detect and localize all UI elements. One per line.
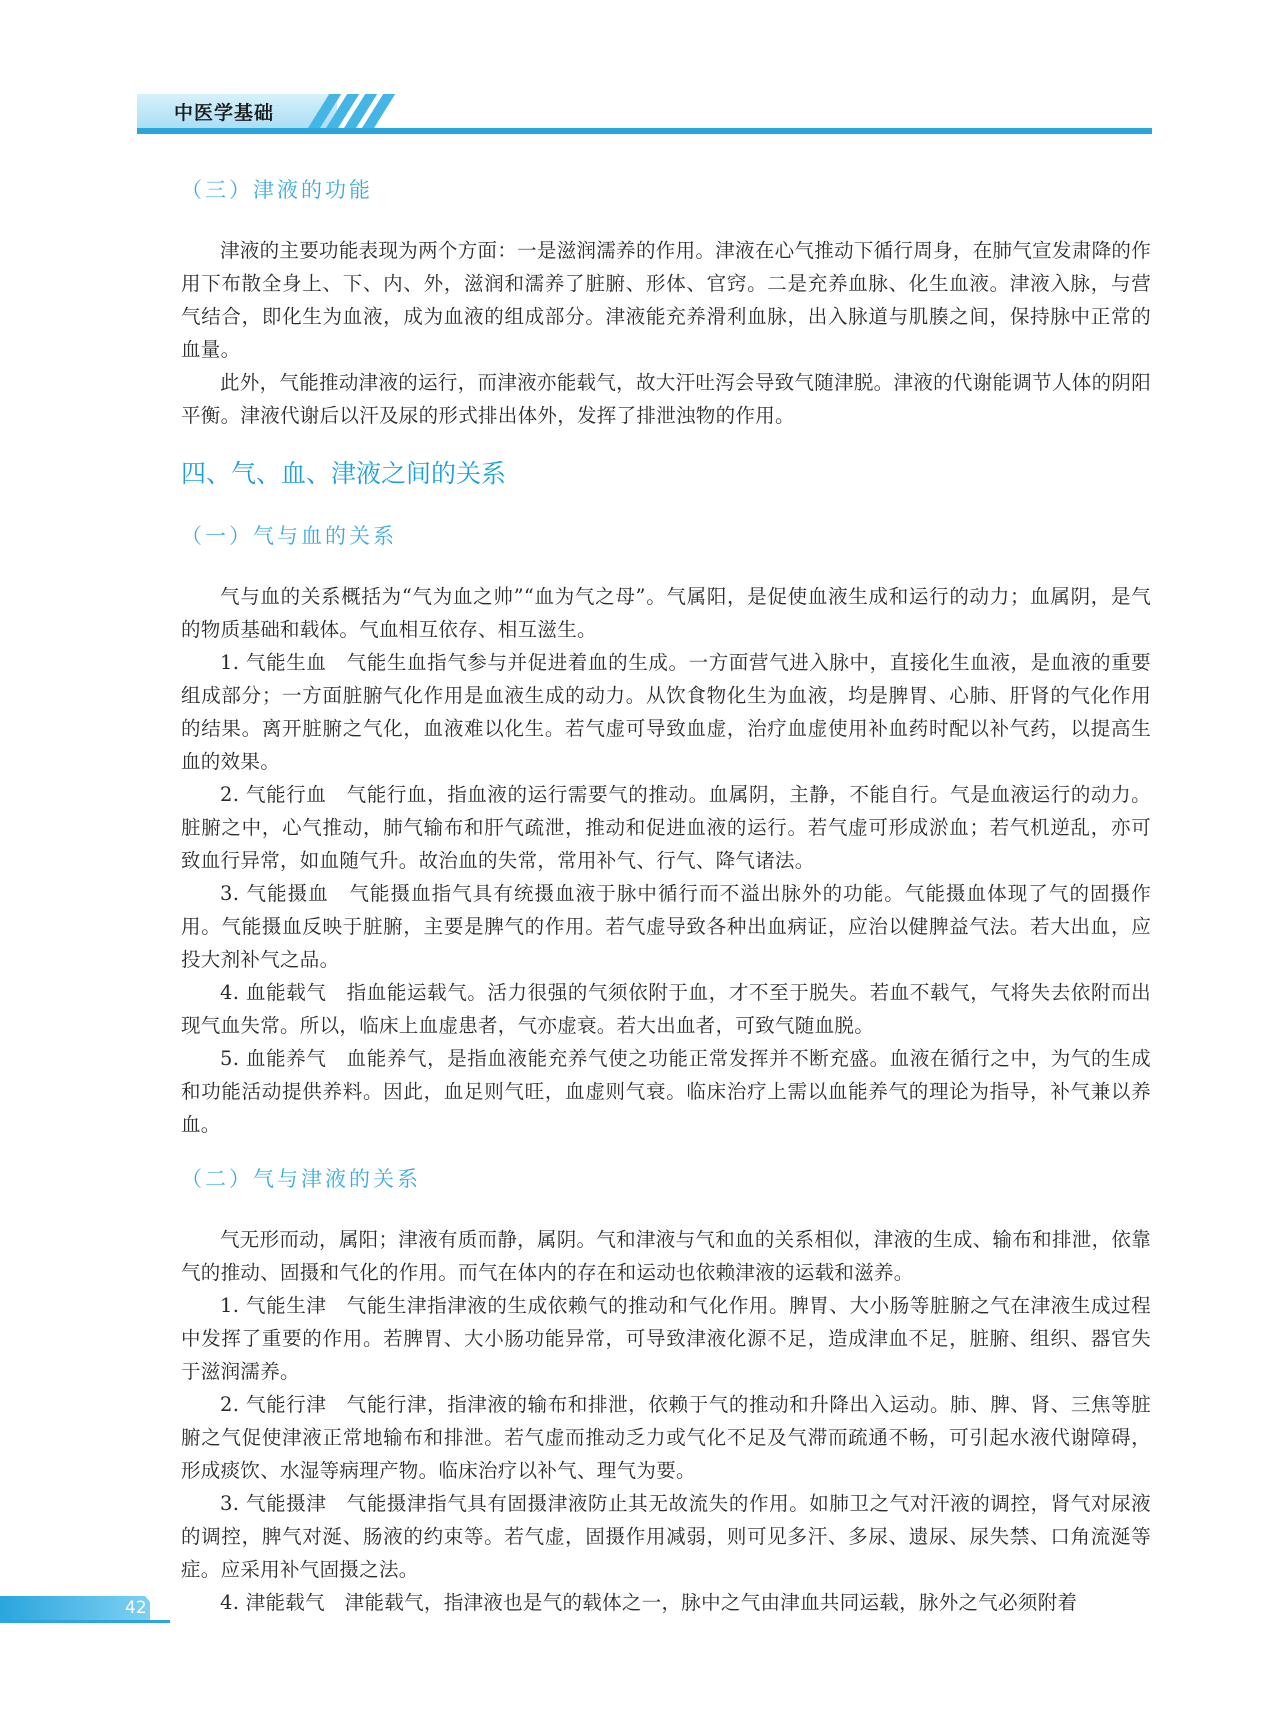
paragraph: 此外，气能推动津液的运行，而津液亦能载气，故大汗吐泻会导致气随津脱。津液的代谢能调节人体的阴阳平衡。津液代谢后以汗及尿的形式排出体外，发挥了排泄浊物的作用。 — [181, 371, 1151, 427]
footer-rule — [0, 1620, 170, 1623]
page-header — [0, 0, 1275, 140]
subsection-heading: （三）津液的功能 — [181, 178, 373, 202]
paragraph: 气与血的关系概括为“气为血之帅”“血为气之母”。气属阳，是促使血液生成和运行的动力；血属阴，是气的物质基础和载体。气血相互依存、相互滋生。 — [181, 585, 1151, 641]
paragraph: 气无形而动，属阳；津液有质而静，属阴。气和津液与气和血的关系相似，津液的生成、输布和排泄，依靠气的推动、固摄和气化的作用。而气在体内的存在和运动也依赖津液的运载和滋养。 — [181, 1228, 1151, 1284]
paragraph: 4. 津能载气 津能载气，指津液也是气的载体之一，脉中之气由津血共同运载，脉外之气必须附着 — [220, 1591, 1078, 1614]
subsection-heading: （二）气与津液的关系 — [181, 1167, 421, 1191]
page-number: 42 — [125, 1598, 147, 1618]
paragraph: 1. 气能生津 气能生津指津液的生成依赖气的推动和气化作用。脾胃、大小肠等脏腑之气在津液生成过程中发挥了重要的作用。若脾胃、大小肠功能异常，可导致津液化源不足，造成津血不足，脏腑、组织、器官失于滋润濡养。 — [181, 1294, 1151, 1383]
subsection-heading: （一）气与血的关系 — [181, 524, 397, 548]
section-heading: 四、气、血、津液之间的关系 — [181, 459, 507, 488]
paragraph: 5. 血能养气 血能养气，是指血液能充养气使之功能正常发挥并不断充盛。血液在循行之中，为气的生成和功能活动提供养料。因此，血足则气旺，血虚则气衰。临床治疗上需以血能养气的理论为指导，补气兼以养血。 — [181, 1047, 1151, 1136]
paragraph: 津液的主要功能表现为两个方面：一是滋润濡养的作用。津液在心气推动下循行周身，在肺气宣发肃降的作用下布散全身上、下、内、外，滋润和濡养了脏腑、形体、官窍。二是充养血脉、化生血液。津液入脉，与营气结合，即化生为血液，成为血液的组成部分。津液能充养滑利血脉，出入脉道与肌腠之间，保持脉中正常的血量。 — [181, 239, 1151, 361]
paragraph: 2. 气能行津 气能行津，指津液的输布和排泄，依赖于气的推动和升降出入运动。肺、脾、肾、三焦等脏腑之气促使津液正常地输布和排泄。若气虚而推动乏力或气化不足及气滞而疏通不畅，可引起水液代谢障碍，形成痰饮、水湿等病理产物。临床治疗以补气、理气为要。 — [181, 1393, 1151, 1482]
page-body — [181, 160, 1151, 1619]
paragraph: 3. 气能摄血 气能摄血指气具有统摄血液于脉中循行而不溢出脉外的功能。气能摄血体现了气的固摄作用。气能摄血反映于脏腑，主要是脾气的作用。若气虚导致各种出血病证，应治以健脾益气法。若大出血，应投大剂补气之品。 — [181, 882, 1151, 971]
book-title: 中医学基础 — [174, 102, 275, 124]
paragraph: 1. 气能生血 气能生血指气参与并促进着血的生成。一方面营气进入脉中，直接化生血液，是血液的重要组成部分；一方面脏腑气化作用是血液生成的动力。从饮食物化生为血液，均是脾胃、心肺、肝肾的气化作用的结果。离开脏腑之气化，血液难以化生。若气虚可导致血虚，治疗血虚使用补血药时配以补气药，以提高生血的效果。 — [181, 651, 1151, 773]
paragraph: 3. 气能摄津 气能摄津指气具有固摄津液防止其无故流失的作用。如肺卫之气对汗液的调控，肾气对尿液的调控，脾气对涎、肠液的约束等。若气虚，固摄作用减弱，则可见多汗、多尿、遗尿、尿失禁、口角流涎等症。应采用补气固摄之法。 — [181, 1492, 1151, 1581]
paragraph: 2. 气能行血 气能行血，指血液的运行需要气的推动。血属阴，主静，不能自行。气是血液运行的动力。脏腑之中，心气推动，肺气输布和肝气疏泄，推动和促进血液的运行。若气虚可形成淤血；若气机逆乱，亦可致血行异常，如血随气升。故治血的失常，常用补气、行气、降气诸法。 — [181, 783, 1151, 872]
header-rule — [137, 128, 1152, 134]
paragraph: 4. 血能载气 指血能运载气。活力很强的气须依附于血，才不至于脱失。若血不载气，气将失去依附而出现气血失常。所以，临床上血虚患者，气亦虚衰。若大出血者，可致气随血脱。 — [181, 981, 1151, 1037]
